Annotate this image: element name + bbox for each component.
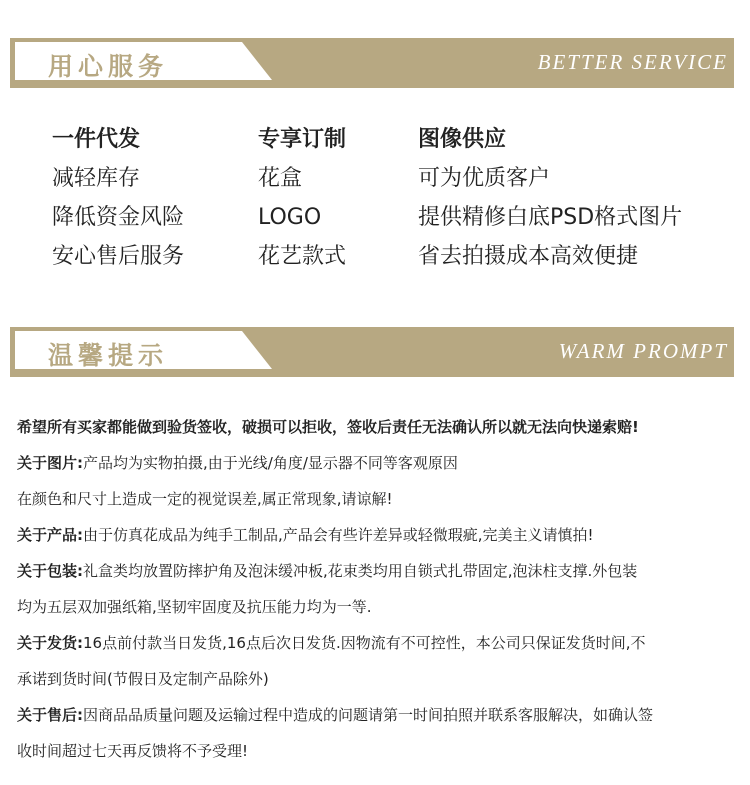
prompt-list [17, 409, 737, 769]
prompt-label: 关于售后: [17, 706, 83, 724]
column-item: 安心售后服务 [52, 244, 185, 269]
service-column-custom [258, 120, 346, 276]
prompt-label: 关于产品: [17, 526, 83, 544]
prompt-text: 承诺到货时间(节假日及定制产品除外) [17, 670, 269, 688]
column-item: 提供精修白底PSD格式图片 [418, 205, 683, 230]
prompt-line [17, 661, 737, 697]
prompt-line [17, 481, 737, 517]
prompt-text: 在颜色和尺寸上造成一定的视觉误差,属正常现象,请谅解! [17, 490, 393, 508]
prompt-text: 均为五层双加强纸箱,坚韧牢固度及抗压能力均为一等. [17, 598, 372, 616]
column-item: LOGO [258, 205, 322, 230]
prompt-text: 产品均为实物拍摄,由于光线/角度/显示器不同等客观原因 [83, 454, 458, 472]
prompt-label: 关于包装: [17, 562, 83, 580]
service-column-dropship [52, 120, 184, 276]
prompt-label: 关于图片: [17, 454, 83, 472]
prompt-title-cn: 温馨提示 [48, 341, 169, 370]
prompt-text: 希望所有买家都能做到验货签收，破损可以拒收，签收后责任无法确认所以就无法向快递索赔! [17, 418, 639, 436]
column-item: 减轻库存 [52, 166, 141, 191]
prompt-text: 因商品品质量问题及运输过程中造成的问题请第一时间拍照并联系客服解决，如确认签 [83, 706, 654, 724]
prompt-text: 收时间超过七天再反馈将不予受理! [17, 742, 249, 760]
prompt-line [17, 517, 737, 553]
column-heading: 专享订制 [258, 127, 347, 152]
prompt-line [17, 625, 737, 661]
prompt-line [17, 697, 737, 733]
prompt-title-en: WARM PROMPT [558, 339, 728, 363]
column-item: 花盒 [258, 166, 303, 191]
prompt-text: 礼盒类均放置防摔护角及泡沫缓冲板,花束类均用自锁式扎带固定,泡沫柱支撑.外包装 [83, 562, 638, 580]
prompt-line [17, 589, 737, 625]
service-title-cn: 用心服务 [48, 52, 169, 81]
service-banner [10, 38, 734, 88]
prompt-line [17, 553, 737, 589]
column-heading: 一件代发 [52, 127, 141, 152]
prompt-line [17, 733, 737, 769]
prompt-text: 由于仿真花成品为纯手工制品,产品会有些许差异或轻微瑕疵,完美主义请慎拍! [83, 526, 594, 544]
prompt-line [17, 445, 737, 481]
column-item: 降低资金风险 [52, 205, 185, 230]
column-heading: 图像供应 [418, 127, 507, 152]
service-column-images [418, 120, 682, 276]
service-title-en: BETTER SERVICE [537, 50, 728, 74]
prompt-label: 关于发货: [17, 634, 83, 652]
column-item: 省去拍摄成本高效便捷 [418, 244, 639, 269]
prompt-text: 16点前付款当日发货,16点后次日发货.因物流有不可控性，本公司只保证发货时间,不 [83, 634, 646, 652]
column-item: 可为优质客户 [418, 166, 551, 191]
column-item: 花艺款式 [258, 244, 347, 269]
prompt-banner [10, 327, 734, 377]
prompt-line [17, 409, 737, 445]
